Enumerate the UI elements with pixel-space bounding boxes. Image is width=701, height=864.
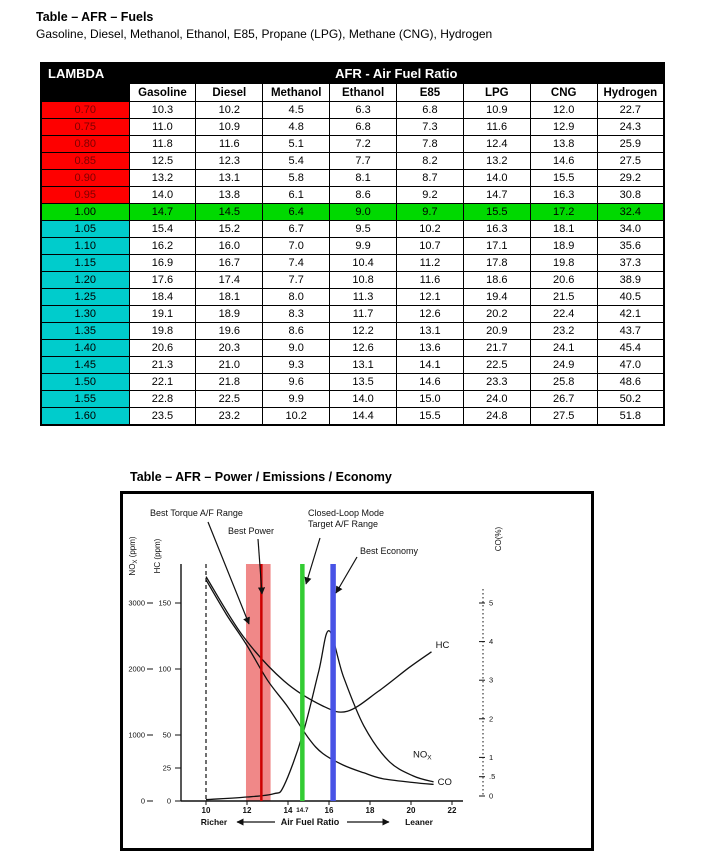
afr-value-cell: 7.2 — [330, 136, 397, 153]
afr-value-cell: 10.7 — [397, 238, 464, 255]
hc-tick-label: 50 — [162, 730, 171, 740]
afr-value-cell: 12.9 — [530, 119, 597, 136]
afr-value-cell: 35.6 — [597, 238, 664, 255]
afr-value-cell: 5.4 — [263, 153, 330, 170]
afr-value-cell: 9.9 — [330, 238, 397, 255]
afr-value-cell: 15.0 — [397, 391, 464, 408]
afr-value-cell: 10.9 — [196, 119, 263, 136]
afr-row — [41, 170, 664, 187]
nox-tick-label: 3000 — [128, 598, 145, 608]
afr-row — [41, 272, 664, 289]
afr-value-cell: 6.3 — [330, 102, 397, 119]
fuel-column-header: Gasoline — [129, 84, 196, 102]
co-tick-label: 4 — [489, 637, 494, 647]
afr-value-cell: 16.3 — [530, 187, 597, 204]
afr-row — [41, 357, 664, 374]
fuel-column-header: LPG — [463, 84, 530, 102]
afr-value-cell: 13.1 — [397, 323, 464, 340]
fuel-column-header: Diesel — [196, 84, 263, 102]
afr-value-cell: 6.8 — [330, 119, 397, 136]
afr-row — [41, 374, 664, 391]
x-axis-title: Air Fuel Ratio — [280, 817, 340, 827]
afr-value-cell: 23.5 — [129, 408, 196, 426]
afr-value-cell: 23.2 — [530, 323, 597, 340]
afr-value-cell: 14.7 — [463, 187, 530, 204]
hc-curve-label: HC — [435, 639, 450, 651]
afr-value-cell: 22.5 — [196, 391, 263, 408]
x-tick-label: 16 — [324, 806, 334, 815]
afr-value-cell: 34.0 — [597, 221, 664, 238]
afr-row — [41, 153, 664, 170]
afr-value-cell: 8.2 — [397, 153, 464, 170]
afr-value-cell: 27.5 — [597, 153, 664, 170]
afr-value-cell: 24.0 — [463, 391, 530, 408]
hc-axis-title: HC (ppm) — [153, 538, 162, 574]
lambda-cell: 1.10 — [41, 238, 129, 255]
afr-row — [41, 119, 664, 136]
afr-value-cell: 8.6 — [263, 323, 330, 340]
afr-value-cell: 11.2 — [397, 255, 464, 272]
afr-chart-frame — [120, 491, 594, 851]
afr-value-cell: 24.9 — [530, 357, 597, 374]
afr-value-cell: 17.8 — [463, 255, 530, 272]
afr-value-cell: 22.7 — [597, 102, 664, 119]
hc-curve — [206, 577, 432, 713]
afr-value-cell: 12.3 — [196, 153, 263, 170]
afr-value-cell: 6.8 — [397, 102, 464, 119]
lambda-cell: 0.90 — [41, 170, 129, 187]
lambda-header-spacer — [41, 84, 129, 102]
best-torque-band-arrow — [208, 522, 249, 624]
afr-value-cell: 4.8 — [263, 119, 330, 136]
afr-value-cell: 13.6 — [397, 340, 464, 357]
afr-value-cell: 9.0 — [263, 340, 330, 357]
afr-row — [41, 408, 664, 426]
afr-value-cell: 14.6 — [397, 374, 464, 391]
lambda-cell: 1.60 — [41, 408, 129, 426]
co-tick-label: 5 — [489, 598, 494, 608]
afr-value-cell: 17.6 — [129, 272, 196, 289]
lambda-cell: 1.50 — [41, 374, 129, 391]
afr-value-cell: 9.0 — [330, 204, 397, 221]
afr-value-cell: 18.6 — [463, 272, 530, 289]
lambda-cell: 0.85 — [41, 153, 129, 170]
afr-value-cell: 5.8 — [263, 170, 330, 187]
afr-value-cell: 17.1 — [463, 238, 530, 255]
afr-value-cell: 11.6 — [463, 119, 530, 136]
fuel-column-header: Hydrogen — [597, 84, 664, 102]
x-tick-label: 12 — [242, 806, 252, 815]
afr-value-cell: 24.3 — [597, 119, 664, 136]
afr-value-cell: 8.7 — [397, 170, 464, 187]
best-power-line-label: Best Power — [228, 526, 275, 536]
afr-value-cell: 15.5 — [397, 408, 464, 426]
afr-value-cell: 7.0 — [263, 238, 330, 255]
lambda-cell: 1.45 — [41, 357, 129, 374]
afr-value-cell: 22.5 — [463, 357, 530, 374]
nox-curve — [206, 631, 434, 800]
x-tick-label: 22 — [447, 806, 457, 815]
afr-row — [41, 238, 664, 255]
afr-value-cell: 50.2 — [597, 391, 664, 408]
afr-value-cell: 19.8 — [129, 323, 196, 340]
lambda-cell: 1.20 — [41, 272, 129, 289]
fuel-column-header: Ethanol — [330, 84, 397, 102]
afr-value-cell: 17.2 — [530, 204, 597, 221]
lambda-cell: 1.05 — [41, 221, 129, 238]
afr-value-cell: 20.6 — [129, 340, 196, 357]
co-tick-label: 1 — [489, 752, 494, 762]
co-curve-label: CO — [437, 777, 452, 789]
afr-row — [41, 221, 664, 238]
afr-value-cell: 10.2 — [397, 221, 464, 238]
afr-value-cell: 9.7 — [397, 204, 464, 221]
afr-row — [41, 391, 664, 408]
afr-value-cell: 15.4 — [129, 221, 196, 238]
afr-value-cell: 15.5 — [530, 170, 597, 187]
x-tick-label: 20 — [406, 806, 416, 815]
afr-value-cell: 16.0 — [196, 238, 263, 255]
afr-value-cell: 22.4 — [530, 306, 597, 323]
afr-value-cell: 21.0 — [196, 357, 263, 374]
afr-value-cell: 7.4 — [263, 255, 330, 272]
afr-value-cell: 18.1 — [530, 221, 597, 238]
afr-value-cell: 10.8 — [330, 272, 397, 289]
afr-row — [41, 306, 664, 323]
best-torque-band — [246, 564, 271, 801]
afr-value-cell: 13.8 — [530, 136, 597, 153]
best-economy-line-arrow — [336, 557, 357, 593]
hc-tick-label: 0 — [166, 796, 171, 806]
afr-value-cell: 12.1 — [397, 289, 464, 306]
afr-value-cell: 13.1 — [330, 357, 397, 374]
afr-value-cell: 17.4 — [196, 272, 263, 289]
afr-value-cell: 21.8 — [196, 374, 263, 391]
afr-value-cell: 27.5 — [530, 408, 597, 426]
page-subtitle: Gasoline, Diesel, Methanol, Ethanol, E85, Propane (LPG), Methane (CNG), Hydrogen — [36, 27, 493, 41]
leaner-label: Leaner — [405, 817, 433, 827]
co-tick-label: 3 — [489, 675, 494, 685]
afr-value-cell: 10.3 — [129, 102, 196, 119]
afr-value-cell: 11.3 — [330, 289, 397, 306]
afr-value-cell: 16.7 — [196, 255, 263, 272]
afr-value-cell: 40.5 — [597, 289, 664, 306]
afr-value-cell: 20.2 — [463, 306, 530, 323]
afr-value-cell: 29.2 — [597, 170, 664, 187]
afr-row — [41, 136, 664, 153]
afr-value-cell: 24.8 — [463, 408, 530, 426]
afr-value-cell: 13.2 — [463, 153, 530, 170]
afr-value-cell: 12.2 — [330, 323, 397, 340]
afr-value-cell: 14.1 — [397, 357, 464, 374]
page-title: Table – AFR – Fuels — [36, 10, 154, 24]
co-tick-label: 0 — [489, 791, 494, 801]
afr-value-cell: 14.0 — [129, 187, 196, 204]
afr-value-cell: 10.9 — [463, 102, 530, 119]
afr-value-cell: 16.3 — [463, 221, 530, 238]
stoich-x-tick-label: 14.7 — [296, 807, 309, 814]
fuel-column-header: Methanol — [263, 84, 330, 102]
lambda-cell: 0.95 — [41, 187, 129, 204]
afr-value-cell: 20.6 — [530, 272, 597, 289]
afr-value-cell: 19.8 — [530, 255, 597, 272]
richer-label: Richer — [200, 817, 228, 827]
x-tick-label: 10 — [201, 806, 211, 815]
fuel-column-header: E85 — [397, 84, 464, 102]
lambda-cell: 1.35 — [41, 323, 129, 340]
lambda-cell: 1.25 — [41, 289, 129, 306]
afr-row — [41, 255, 664, 272]
co-tick-label: .5 — [489, 772, 496, 782]
lambda-header: LAMBDA — [41, 63, 129, 84]
afr-value-cell: 19.1 — [129, 306, 196, 323]
afr-value-cell: 6.1 — [263, 187, 330, 204]
lambda-cell: 1.55 — [41, 391, 129, 408]
nox-tick-label: 1000 — [128, 730, 145, 740]
afr-value-cell: 21.5 — [530, 289, 597, 306]
afr-value-cell: 13.1 — [196, 170, 263, 187]
afr-value-cell: 8.1 — [330, 170, 397, 187]
afr-chart — [123, 494, 591, 848]
afr-value-cell: 14.4 — [330, 408, 397, 426]
fuel-header-row — [41, 84, 664, 102]
afr-value-cell: 13.8 — [196, 187, 263, 204]
afr-value-cell: 14.0 — [330, 391, 397, 408]
afr-value-cell: 4.5 — [263, 102, 330, 119]
afr-value-cell: 8.0 — [263, 289, 330, 306]
afr-row — [41, 204, 664, 221]
afr-value-cell: 13.2 — [129, 170, 196, 187]
nox-curve-label: $NO_X$ — [413, 749, 432, 762]
afr-value-cell: 10.4 — [330, 255, 397, 272]
afr-row — [41, 340, 664, 357]
afr-value-cell: 21.3 — [129, 357, 196, 374]
afr-value-cell: 11.6 — [196, 136, 263, 153]
afr-value-cell: 48.6 — [597, 374, 664, 391]
afr-value-cell: 8.3 — [263, 306, 330, 323]
afr-value-cell: 19.6 — [196, 323, 263, 340]
x-tick-label: 14 — [283, 806, 293, 815]
afr-value-cell: 11.7 — [330, 306, 397, 323]
afr-value-cell: 24.1 — [530, 340, 597, 357]
afr-value-cell: 9.3 — [263, 357, 330, 374]
nox-axis-title: $NO_X$ (ppm) — [128, 536, 139, 576]
afr-value-cell: 25.8 — [530, 374, 597, 391]
afr-value-cell: 11.0 — [129, 119, 196, 136]
afr-value-cell: 45.4 — [597, 340, 664, 357]
afr-value-cell: 38.9 — [597, 272, 664, 289]
afr-row — [41, 289, 664, 306]
nox-tick-label: 2000 — [128, 664, 145, 674]
afr-value-cell: 14.6 — [530, 153, 597, 170]
co-curve — [206, 580, 434, 785]
afr-value-cell: 11.6 — [397, 272, 464, 289]
afr-value-cell: 16.9 — [129, 255, 196, 272]
afr-value-cell: 10.2 — [263, 408, 330, 426]
afr-value-cell: 37.3 — [597, 255, 664, 272]
lambda-cell: 1.00 — [41, 204, 129, 221]
lambda-cell: 1.40 — [41, 340, 129, 357]
afr-value-cell: 20.3 — [196, 340, 263, 357]
afr-value-cell: 47.0 — [597, 357, 664, 374]
afr-value-cell: 12.5 — [129, 153, 196, 170]
afr-value-cell: 9.9 — [263, 391, 330, 408]
afr-value-cell: 13.5 — [330, 374, 397, 391]
fuel-column-header: CNG — [530, 84, 597, 102]
afr-row — [41, 102, 664, 119]
co-tick-label: 2 — [489, 714, 494, 724]
afr-value-cell: 20.9 — [463, 323, 530, 340]
closed-loop-line-label: Closed-Loop Mode — [308, 508, 385, 518]
hc-tick-label: 25 — [162, 763, 171, 773]
afr-value-cell: 21.7 — [463, 340, 530, 357]
afr-value-cell: 32.4 — [597, 204, 664, 221]
afr-value-cell: 22.1 — [129, 374, 196, 391]
afr-value-cell: 23.2 — [196, 408, 263, 426]
lambda-cell: 0.80 — [41, 136, 129, 153]
afr-value-cell: 14.5 — [196, 204, 263, 221]
afr-value-cell: 14.7 — [129, 204, 196, 221]
lambda-cell: 0.75 — [41, 119, 129, 136]
afr-value-cell: 43.7 — [597, 323, 664, 340]
afr-value-cell: 5.1 — [263, 136, 330, 153]
afr-table — [40, 62, 665, 426]
afr-value-cell: 18.1 — [196, 289, 263, 306]
afr-row — [41, 187, 664, 204]
afr-value-cell: 6.4 — [263, 204, 330, 221]
nox-tick-label: 0 — [140, 796, 145, 806]
chart-section-title: Table – AFR – Power / Emissions / Economy — [130, 470, 392, 484]
afr-value-cell: 19.4 — [463, 289, 530, 306]
x-tick-label: 18 — [365, 806, 375, 815]
lambda-cell: 1.15 — [41, 255, 129, 272]
afr-value-cell: 6.7 — [263, 221, 330, 238]
afr-value-cell: 12.6 — [330, 340, 397, 357]
afr-value-cell: 12.6 — [397, 306, 464, 323]
closed-loop-line-arrow — [306, 538, 320, 584]
closed-loop-line-label: Target A/F Range — [308, 519, 379, 529]
hc-tick-label: 150 — [158, 598, 171, 608]
afr-value-cell: 18.4 — [129, 289, 196, 306]
afr-value-cell: 9.5 — [330, 221, 397, 238]
afr-value-cell: 14.0 — [463, 170, 530, 187]
afr-value-cell: 12.4 — [463, 136, 530, 153]
best-economy-line-label: Best Economy — [360, 546, 419, 556]
afr-value-cell: 23.3 — [463, 374, 530, 391]
afr-value-cell: 15.5 — [463, 204, 530, 221]
afr-ratio-header: AFR - Air Fuel Ratio — [129, 63, 664, 84]
best-torque-band-label: Best Torque A/F Range — [150, 508, 243, 518]
afr-value-cell: 42.1 — [597, 306, 664, 323]
afr-value-cell: 7.7 — [330, 153, 397, 170]
afr-value-cell: 9.6 — [263, 374, 330, 391]
afr-value-cell: 51.8 — [597, 408, 664, 426]
table-header-row — [41, 63, 664, 84]
document-header — [36, 9, 492, 43]
afr-value-cell: 18.9 — [530, 238, 597, 255]
afr-value-cell: 11.8 — [129, 136, 196, 153]
afr-value-cell: 18.9 — [196, 306, 263, 323]
afr-value-cell: 15.2 — [196, 221, 263, 238]
afr-row — [41, 323, 664, 340]
afr-value-cell: 7.7 — [263, 272, 330, 289]
afr-value-cell: 10.2 — [196, 102, 263, 119]
afr-value-cell: 22.8 — [129, 391, 196, 408]
hc-tick-label: 100 — [158, 664, 171, 674]
afr-value-cell: 8.6 — [330, 187, 397, 204]
afr-value-cell: 7.3 — [397, 119, 464, 136]
afr-value-cell: 25.9 — [597, 136, 664, 153]
afr-value-cell: 30.8 — [597, 187, 664, 204]
co-axis-title: CO(%) — [494, 526, 503, 552]
afr-value-cell: 9.2 — [397, 187, 464, 204]
afr-value-cell: 16.2 — [129, 238, 196, 255]
lambda-cell: 0.70 — [41, 102, 129, 119]
lambda-cell: 1.30 — [41, 306, 129, 323]
afr-value-cell: 7.8 — [397, 136, 464, 153]
afr-value-cell: 26.7 — [530, 391, 597, 408]
afr-value-cell: 12.0 — [530, 102, 597, 119]
